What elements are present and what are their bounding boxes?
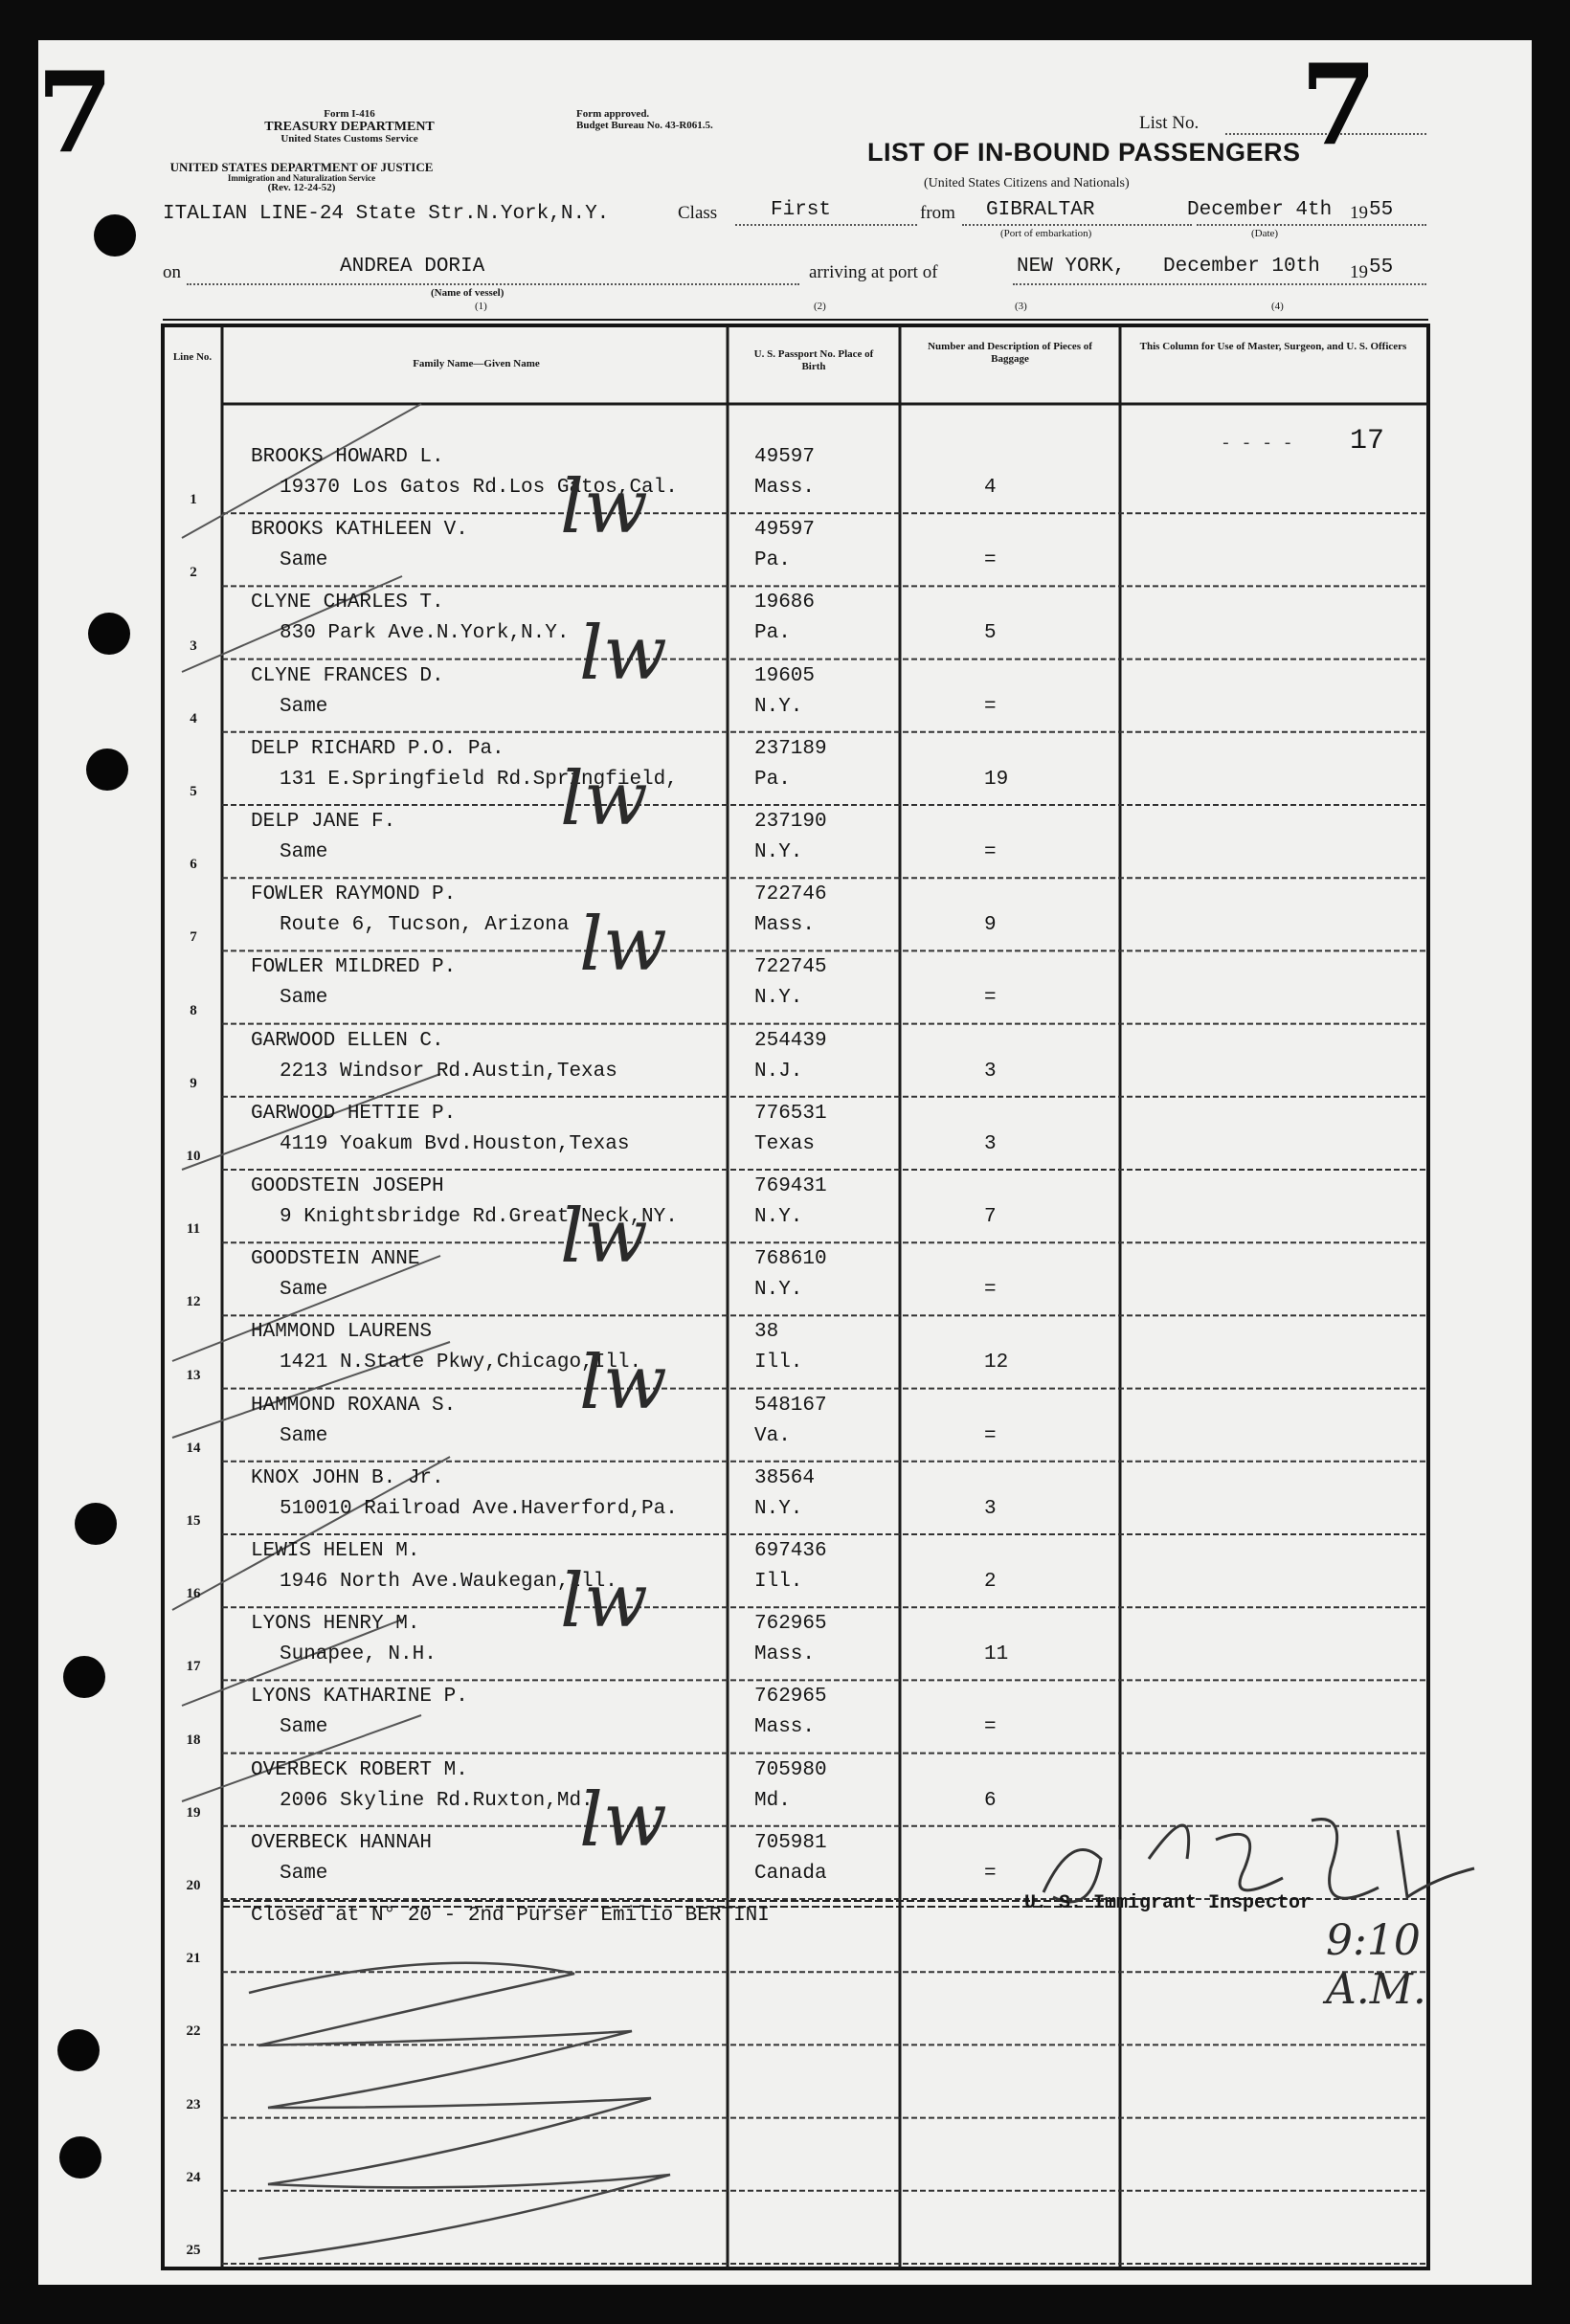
ins-service: Immigration and Naturalization Service bbox=[227, 172, 376, 183]
baggage-count: 3 bbox=[984, 1060, 997, 1083]
owner-address: ITALIAN LINE-24 State Str.N.York,N.Y. bbox=[163, 203, 610, 225]
passenger-name: OVERBECK ROBERT M. bbox=[251, 1758, 468, 1781]
row-number: 14 bbox=[186, 1440, 201, 1456]
row-number: 3 bbox=[190, 637, 197, 654]
form-approved: Form approved. bbox=[576, 108, 650, 120]
passenger-name: Closed at N° 20 - 2nd Purser Emilio BERTINI bbox=[251, 1905, 770, 1927]
table-row bbox=[38, 1465, 1532, 1538]
passenger-address: 2006 Skyline Rd.Ruxton,Md. bbox=[280, 1789, 594, 1812]
row-number: 20 bbox=[186, 1877, 201, 1893]
punch-hole-6 bbox=[57, 2029, 100, 2071]
customs-service: United States Customs Service bbox=[280, 133, 418, 145]
place-of-birth: N.Y. bbox=[754, 841, 803, 863]
row-number: 6 bbox=[190, 857, 197, 873]
passenger-address: Same bbox=[280, 1424, 328, 1447]
baggage-count: = bbox=[984, 1424, 997, 1447]
passenger-address: Same bbox=[280, 1279, 328, 1302]
row-number: 12 bbox=[186, 1294, 201, 1310]
passenger-name: HAMMOND LAURENS bbox=[251, 1321, 433, 1344]
table-row bbox=[38, 809, 1532, 882]
tick-mark: lw bbox=[579, 610, 667, 697]
table-row bbox=[38, 882, 1532, 954]
date-caption: (Date) bbox=[1251, 228, 1279, 239]
place-of-birth: Canada bbox=[754, 1862, 827, 1885]
passenger-name: CLYNE CHARLES T. bbox=[251, 592, 444, 615]
time-note: 9:10 A.M. bbox=[1326, 1916, 1426, 2014]
row-number: 13 bbox=[186, 1367, 201, 1383]
budget-bureau: Budget Bureau No. 43-R061.5. bbox=[576, 119, 713, 131]
passenger-address: Same bbox=[280, 695, 328, 718]
place-of-birth: N.Y. bbox=[754, 1279, 803, 1302]
officer-dashes: - - - - bbox=[1221, 435, 1293, 454]
justice-block bbox=[158, 161, 445, 194]
row-number: 25 bbox=[186, 2242, 201, 2258]
passport-number: 38564 bbox=[754, 1466, 816, 1489]
passenger-name: FOWLER MILDRED P. bbox=[251, 956, 457, 979]
passenger-address: 1421 N.State Pkwy,Chicago,Ill. bbox=[280, 1352, 642, 1374]
row-number: 17 bbox=[186, 1659, 201, 1675]
row-number: 9 bbox=[190, 1075, 197, 1091]
baggage-count: = bbox=[984, 841, 997, 863]
table-row bbox=[38, 2195, 1532, 2268]
page-title: LIST OF IN-BOUND PASSENGERS bbox=[867, 138, 1301, 167]
place-of-birth: N.Y. bbox=[754, 1497, 803, 1520]
on-label: on bbox=[163, 262, 181, 282]
place-of-birth: N.Y. bbox=[754, 695, 803, 718]
corner-mark-right: 7 bbox=[1300, 40, 1378, 170]
row-number: 16 bbox=[186, 1586, 201, 1602]
row-number: 8 bbox=[190, 1002, 197, 1018]
passenger-address: Same bbox=[280, 1716, 328, 1739]
row-number: 15 bbox=[186, 1512, 201, 1529]
vessel-line bbox=[187, 283, 799, 285]
row-number: 18 bbox=[186, 1732, 201, 1748]
baggage-count: 6 bbox=[984, 1789, 997, 1812]
punch-hole-5 bbox=[63, 1656, 105, 1698]
passenger-name: GARWOOD ELLEN C. bbox=[251, 1029, 444, 1052]
punch-hole-7 bbox=[59, 2136, 101, 2179]
table-row bbox=[38, 1393, 1532, 1465]
passenger-name: GOODSTEIN ANNE bbox=[251, 1248, 420, 1271]
col-header-baggage: Number and Description of Pieces of Baggage bbox=[928, 341, 1092, 365]
passport-number: 49597 bbox=[754, 446, 816, 468]
class-line bbox=[735, 224, 917, 226]
place-of-birth: Texas bbox=[754, 1132, 816, 1155]
corner-mark-left: 7 bbox=[36, 48, 114, 178]
punch-hole-4 bbox=[75, 1503, 117, 1545]
page-subtitle: (United States Citizens and Nationals) bbox=[924, 176, 1130, 190]
table-row bbox=[38, 736, 1532, 809]
passenger-name: LYONS KATHARINE P. bbox=[251, 1686, 468, 1709]
table-row bbox=[38, 2048, 1532, 2121]
arrival-line bbox=[1013, 283, 1426, 285]
place-of-birth: Mass. bbox=[754, 914, 816, 937]
row-number: 24 bbox=[186, 2169, 201, 2185]
row-number: 1 bbox=[190, 492, 197, 508]
place-of-birth: Ill. bbox=[754, 1571, 803, 1593]
passport-number: 254439 bbox=[754, 1029, 827, 1052]
place-of-birth: Ill. bbox=[754, 1352, 803, 1374]
vessel-caption: (Name of vessel) bbox=[431, 287, 505, 299]
row-number: 2 bbox=[190, 565, 197, 581]
col-number-1: (1) bbox=[475, 301, 487, 312]
passenger-name: FOWLER RAYMOND P. bbox=[251, 883, 457, 906]
passenger-name: GOODSTEIN JOSEPH bbox=[251, 1175, 444, 1197]
table-row bbox=[38, 1246, 1532, 1319]
col-header-name: Family Name—Given Name bbox=[413, 358, 540, 369]
vessel-value: ANDREA DORIA bbox=[340, 256, 485, 278]
passenger-address: 131 E.Springfield Rd.Springfield, bbox=[280, 768, 678, 791]
place-of-birth: N.Y. bbox=[754, 987, 803, 1010]
passenger-name: OVERBECK HANNAH bbox=[251, 1831, 433, 1854]
table-row bbox=[38, 954, 1532, 1027]
baggage-count: 2 bbox=[984, 1571, 997, 1593]
passport-number: 762965 bbox=[754, 1613, 827, 1636]
date-line bbox=[1197, 224, 1426, 226]
treasury-dept: TREASURY DEPARTMENT bbox=[264, 119, 435, 134]
passenger-address: 4119 Yoakum Bvd.Houston,Texas bbox=[280, 1132, 630, 1155]
inspector-caption: U. S. Immigrant Inspector bbox=[1024, 1892, 1312, 1914]
port-line bbox=[962, 224, 1192, 226]
baggage-count: = bbox=[984, 987, 997, 1010]
passenger-address: 2213 Windsor Rd.Austin,Texas bbox=[280, 1060, 617, 1083]
baggage-count: 11 bbox=[984, 1643, 1009, 1666]
baggage-count: = bbox=[984, 1279, 997, 1302]
punch-hole-1 bbox=[94, 214, 136, 257]
col-header-passport: U. S. Passport No. Place of Birth bbox=[753, 348, 874, 372]
passenger-address: 830 Park Ave.N.York,N.Y. bbox=[280, 622, 570, 645]
place-of-birth: Pa. bbox=[754, 768, 791, 791]
baggage-count: 19 bbox=[984, 768, 1009, 791]
passenger-name: BROOKS HOWARD L. bbox=[251, 446, 444, 468]
form-number: Form I-416 bbox=[324, 108, 375, 120]
passport-number: 237190 bbox=[754, 811, 827, 833]
passenger-address: Same bbox=[280, 987, 328, 1010]
place-of-birth: Md. bbox=[754, 1789, 791, 1812]
table-row bbox=[38, 663, 1532, 736]
col-header-officers: This Column for Use of Master, Surgeon, and U. S. Officers bbox=[1139, 341, 1407, 352]
table-row bbox=[38, 1028, 1532, 1101]
baggage-count: 4 bbox=[984, 477, 997, 499]
place-of-birth: Va. bbox=[754, 1424, 791, 1447]
table-row bbox=[38, 1611, 1532, 1684]
arriving-label: arriving at port of bbox=[809, 262, 938, 282]
passenger-address: Same bbox=[280, 549, 328, 572]
passport-number: 776531 bbox=[754, 1102, 827, 1125]
passenger-name: CLYNE FRANCES D. bbox=[251, 664, 444, 687]
justice-dept: UNITED STATES DEPARTMENT OF JUSTICE bbox=[169, 160, 434, 174]
table-row bbox=[38, 1684, 1532, 1756]
passenger-name: DELP RICHARD P.O. Pa. bbox=[251, 737, 505, 760]
passenger-address: Same bbox=[280, 1862, 328, 1885]
place-of-birth: Pa. bbox=[754, 549, 791, 572]
table-row bbox=[38, 1319, 1532, 1392]
class-value: First bbox=[771, 199, 832, 221]
passenger-name: BROOKS KATHLEEN V. bbox=[251, 519, 468, 542]
passport-number: 49597 bbox=[754, 519, 816, 542]
tick-mark: lw bbox=[579, 902, 667, 989]
passenger-name: KNOX JOHN B. Jr. bbox=[251, 1466, 444, 1489]
passport-number: 769431 bbox=[754, 1175, 827, 1197]
year-prefix: 19 bbox=[1350, 203, 1368, 223]
col-number-2: (2) bbox=[814, 301, 826, 312]
passenger-address: Same bbox=[280, 841, 328, 863]
col-number-3: (3) bbox=[1015, 301, 1027, 312]
passenger-address: 1946 North Ave.Waukegan,Ill. bbox=[280, 1571, 617, 1593]
baggage-count: = bbox=[984, 549, 997, 572]
row-number: 22 bbox=[186, 2023, 201, 2040]
passport-number: 237189 bbox=[754, 737, 827, 760]
passenger-name: GARWOOD HETTIE P. bbox=[251, 1102, 457, 1125]
passenger-name: HAMMOND ROXANA S. bbox=[251, 1394, 457, 1417]
col-number-4: (4) bbox=[1271, 301, 1284, 312]
place-of-birth: N.J. bbox=[754, 1060, 803, 1083]
baggage-count: 3 bbox=[984, 1497, 997, 1520]
passport-number: 762965 bbox=[754, 1686, 827, 1709]
class-label: Class bbox=[678, 203, 718, 223]
passport-number: 722746 bbox=[754, 883, 827, 906]
passenger-address: Route 6, Tucson, Arizona bbox=[280, 914, 570, 937]
passport-number: 19605 bbox=[754, 664, 816, 687]
from-label: from bbox=[920, 203, 955, 223]
table-row bbox=[38, 517, 1532, 590]
table-row bbox=[38, 444, 1532, 517]
arrival-port: NEW YORK, bbox=[1017, 256, 1126, 278]
passenger-address: 9 Knightsbridge Rd.Great Neck,NY. bbox=[280, 1206, 678, 1228]
baggage-count: 9 bbox=[984, 914, 997, 937]
baggage-count: 3 bbox=[984, 1132, 997, 1155]
table-row bbox=[38, 2122, 1532, 2195]
baggage-count: = bbox=[984, 1716, 997, 1739]
baggage-count: 7 bbox=[984, 1206, 997, 1228]
place-of-birth: Pa. bbox=[754, 622, 791, 645]
arrival-year-prefix: 19 bbox=[1350, 262, 1368, 282]
place-of-birth: Mass. bbox=[754, 477, 816, 499]
passenger-name: LEWIS HELEN M. bbox=[251, 1540, 420, 1562]
tick-mark: lw bbox=[560, 1558, 648, 1645]
table-row bbox=[38, 1976, 1532, 2048]
place-of-birth: Mass. bbox=[754, 1716, 816, 1739]
baggage-count: = bbox=[984, 695, 997, 718]
tick-mark: lw bbox=[579, 1339, 667, 1426]
tick-mark: lw bbox=[560, 756, 648, 842]
passport-number: 705981 bbox=[754, 1831, 827, 1854]
tick-mark: lw bbox=[579, 1777, 667, 1864]
punch-hole-2 bbox=[88, 613, 130, 655]
row-number: 19 bbox=[186, 1804, 201, 1821]
passenger-address: 510010 Railroad Ave.Haverford,Pa. bbox=[280, 1497, 678, 1520]
row-number: 5 bbox=[190, 783, 197, 799]
passport-number: 768610 bbox=[754, 1248, 827, 1271]
passenger-name: LYONS HENRY M. bbox=[251, 1613, 420, 1636]
place-of-birth: Mass. bbox=[754, 1643, 816, 1666]
passport-number: 19686 bbox=[754, 592, 816, 615]
passenger-address: 19370 Los Gatos Rd.Los Gatos,Cal. bbox=[280, 477, 678, 499]
table-row bbox=[38, 1101, 1532, 1173]
passport-number: 548167 bbox=[754, 1394, 827, 1417]
manifest-sheet bbox=[38, 40, 1532, 2285]
passenger-address: Sunapee, N.H. bbox=[280, 1643, 437, 1666]
revision: (Rev. 12-24-52) bbox=[267, 182, 336, 194]
passport-number: 38 bbox=[754, 1321, 779, 1344]
passport-number: 722745 bbox=[754, 956, 827, 979]
form-block bbox=[244, 109, 455, 145]
passenger-name: DELP JANE F. bbox=[251, 811, 396, 833]
list-no-label: List No. bbox=[1139, 113, 1200, 133]
tick-mark: lw bbox=[560, 464, 648, 551]
port-caption: (Port of embarkation) bbox=[1000, 228, 1092, 239]
table-row bbox=[38, 1538, 1532, 1611]
arrival-year-suffix: 55 bbox=[1369, 257, 1394, 279]
baggage-count: = bbox=[984, 1862, 997, 1885]
row-number: 7 bbox=[190, 929, 197, 946]
row-number: 11 bbox=[186, 1221, 201, 1238]
baggage-count: 12 bbox=[984, 1352, 1009, 1374]
col-header-line-no: Line No. bbox=[172, 351, 213, 363]
place-of-birth: N.Y. bbox=[754, 1206, 803, 1228]
row-number: 4 bbox=[190, 710, 197, 726]
table-row bbox=[38, 590, 1532, 662]
row-number: 23 bbox=[186, 2096, 201, 2112]
tick-mark: lw bbox=[560, 1194, 648, 1281]
passport-number: 705980 bbox=[754, 1758, 827, 1781]
baggage-count: 5 bbox=[984, 622, 997, 645]
passport-number: 697436 bbox=[754, 1540, 827, 1562]
row-number: 21 bbox=[186, 1951, 201, 1967]
date-value: December 4th bbox=[1187, 199, 1333, 221]
table-row bbox=[38, 1173, 1532, 1246]
approval-block bbox=[576, 109, 787, 131]
year-suffix: 55 bbox=[1369, 199, 1394, 221]
arrival-date: December 10th bbox=[1163, 256, 1320, 278]
officer-note: 17 bbox=[1350, 425, 1385, 458]
row-number: 10 bbox=[186, 1148, 201, 1164]
port-value: GIBRALTAR bbox=[986, 199, 1095, 221]
punch-hole-3 bbox=[86, 749, 128, 791]
